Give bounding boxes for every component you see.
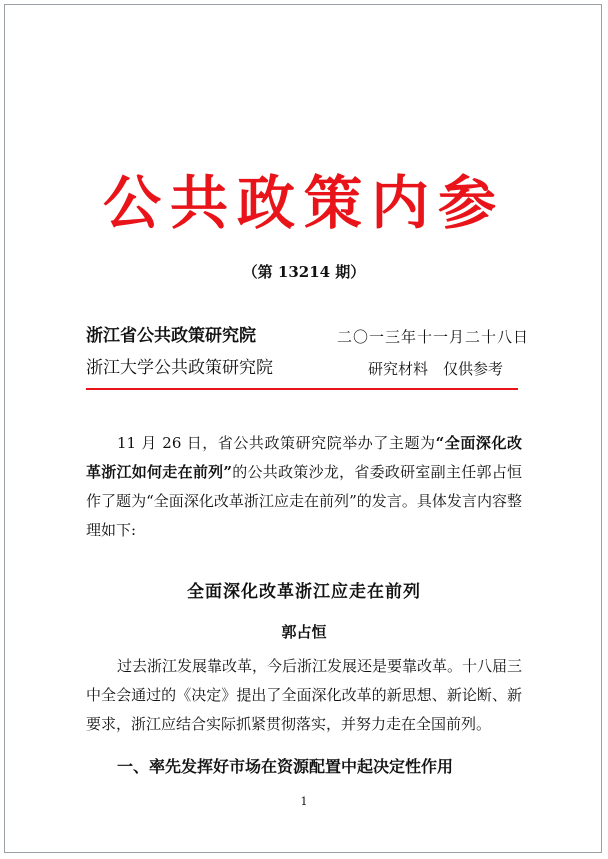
org-primary: 浙江省公共政策研究院 [86,326,256,346]
masthead-title: 公共政策内参 [102,169,505,237]
section-heading: 一、率先发挥好市场在资源配置中起决定性作用 [117,757,454,776]
issue-number: （第 13214 期） [242,263,366,281]
article-paragraph: 过去浙江发展靠改革，今后浙江发展还是要靠改革。十八届三中全会通过的《决定》提出了全面深化改革的新思想、新论断、新要求，浙江应结合实际抓紧贯彻落实，并努力走在全国前列。 [86,657,523,733]
article-author: 郭占恒 [281,623,327,641]
intro-text-a: 11 月 26 日，省公共政策研究院举办了主题为 [117,434,436,452]
circulation-note: 研究材料 仅供参考 [368,360,504,378]
intro-text-b: 的公共政策沙龙，省委政研室副主任郭占恒作了题为“全面深化改革浙江应走在前列”的发言。具体发言内容整理如下: [86,463,522,539]
intro-topic: “全面深化改革浙江如何走在前列” [86,434,522,481]
publish-date: 二〇一三年十一月二十八日 [337,328,530,346]
article-title: 全面深化改革浙江应走在前列 [187,582,421,602]
org-secondary: 浙江大学公共政策研究院 [86,358,273,378]
header-divider [86,388,518,390]
intro-paragraph [86,429,522,545]
page-number: 1 [300,795,308,808]
